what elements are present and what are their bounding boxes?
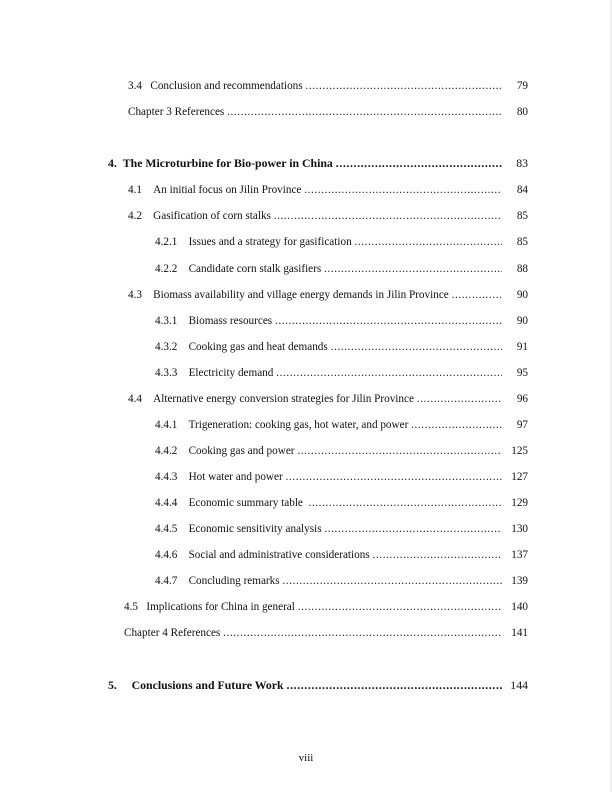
toc-page: 125 xyxy=(511,445,528,457)
toc-title: Biomass resources xyxy=(188,315,273,327)
toc-number: 4.3 xyxy=(128,289,142,301)
toc-number: 4.4.4 xyxy=(155,497,178,509)
toc-page: 84 xyxy=(516,184,528,196)
toc-title: The Microturbine for Bio-power in China xyxy=(122,156,333,170)
toc-entry-chapter-4-references[interactable] xyxy=(0,625,612,641)
toc-title: Electricity demand xyxy=(188,367,274,379)
toc-page: 80 xyxy=(516,106,528,118)
toc-number: 4.2 xyxy=(128,210,142,222)
toc-number: 4.3.3 xyxy=(155,367,178,379)
toc-number: 5. xyxy=(108,678,117,692)
toc-title: Conclusion and recommendations xyxy=(150,80,303,92)
toc-page: 129 xyxy=(511,497,528,509)
toc-title: Hot water and power xyxy=(188,471,283,483)
toc-page: 88 xyxy=(516,263,528,275)
toc-entry-4-4-5[interactable] xyxy=(0,521,612,537)
toc-entry-4-4-2[interactable] xyxy=(0,443,612,459)
toc-title: Economic sensitivity analysis xyxy=(188,523,322,535)
toc-entry-4-3[interactable] xyxy=(0,287,612,303)
toc-entry-4-3-2[interactable] xyxy=(0,339,612,355)
toc-entry-4-5[interactable] xyxy=(0,599,612,615)
toc-entry-4-4-7[interactable] xyxy=(0,573,612,589)
toc-number: 4.2.1 xyxy=(155,236,178,248)
toc-title: Issues and a strategy for gasification xyxy=(188,236,352,248)
toc-entry-4-4-4[interactable] xyxy=(0,495,612,511)
toc-page: 141 xyxy=(511,627,528,639)
toc-title: Economic summary table xyxy=(188,497,303,509)
toc-number: 4.4.7 xyxy=(155,575,178,587)
toc-title: Trigeneration: cooking gas, hot water, and power xyxy=(188,419,409,431)
toc-entry-4-4-3[interactable] xyxy=(0,469,612,485)
toc-entry-chapter-3-references[interactable] xyxy=(0,104,612,120)
toc-number: 4.4.1 xyxy=(155,419,178,431)
toc-entry-4-4-6[interactable] xyxy=(0,547,612,563)
toc-page: 140 xyxy=(511,601,528,613)
toc-page: 90 xyxy=(516,289,528,301)
toc-title: Chapter 3 References xyxy=(128,106,225,118)
toc-title: Concluding remarks xyxy=(188,575,280,587)
toc-title: Chapter 4 References xyxy=(124,627,221,639)
toc-title: Candidate corn stalk gasifiers xyxy=(188,263,322,275)
toc-page: 95 xyxy=(516,367,528,379)
toc-entry-4-4-1[interactable] xyxy=(0,417,612,433)
toc-page: 79 xyxy=(516,80,528,92)
toc-number: 4. xyxy=(108,156,117,170)
toc-title: Cooking gas and power xyxy=(188,445,295,457)
toc-entry-4-2-1[interactable] xyxy=(0,234,612,250)
toc-page: 97 xyxy=(516,419,528,431)
toc-page: 90 xyxy=(516,315,528,327)
toc-page: 91 xyxy=(516,341,528,353)
toc-entry-4-3-3[interactable] xyxy=(0,365,612,381)
page-number-footer: viii xyxy=(298,752,314,764)
toc-entry-4-4[interactable] xyxy=(0,391,612,407)
toc-page: 96 xyxy=(516,393,528,405)
toc-entry-4-2-2[interactable] xyxy=(0,261,612,277)
toc-entry-chapter-4[interactable] xyxy=(0,155,612,171)
toc-title: Biomass availability and village energy demands in Jilin Province xyxy=(153,289,449,301)
toc-page: 139 xyxy=(511,575,528,587)
toc-page: 85 xyxy=(516,210,528,222)
toc-title: Alternative energy conversion strategies for Jilin Province xyxy=(153,393,414,405)
toc-number: 4.4.2 xyxy=(155,445,178,457)
toc-title: Conclusions and Future Work xyxy=(131,678,284,692)
toc-title: Gasification of corn stalks xyxy=(153,210,271,222)
toc-number: 4.1 xyxy=(128,184,142,196)
toc-entry-3-4[interactable] xyxy=(0,78,612,94)
toc-entry-chapter-5[interactable] xyxy=(0,677,612,693)
toc-title: An initial focus on Jilin Province xyxy=(153,184,302,196)
toc-page: 85 xyxy=(516,236,528,248)
toc-number: 4.3.2 xyxy=(155,341,178,353)
toc-number: 4.4.3 xyxy=(155,471,178,483)
toc-title: Cooking gas and heat demands xyxy=(188,341,328,353)
toc-number: 4.4.5 xyxy=(155,523,178,535)
toc-page: 137 xyxy=(511,549,528,561)
toc-number: 4.4.6 xyxy=(155,549,178,561)
toc-page: 144 xyxy=(510,678,528,692)
toc-title: Implications for China in general xyxy=(146,601,295,613)
toc-title: Social and administrative considerations xyxy=(188,549,370,561)
toc-page: 83 xyxy=(516,156,528,170)
toc-number: 4.5 xyxy=(124,601,138,613)
toc-page: 127 xyxy=(511,471,528,483)
toc-number: 4.3.1 xyxy=(155,315,178,327)
toc-number: 4.2.2 xyxy=(155,263,178,275)
toc-page: 130 xyxy=(511,523,528,535)
toc-entry-4-3-1[interactable] xyxy=(0,313,612,329)
toc-entry-4-2[interactable] xyxy=(0,208,612,224)
toc-entry-4-1[interactable] xyxy=(0,182,612,198)
toc-number: 4.4 xyxy=(128,393,142,405)
toc-number: 3.4 xyxy=(128,80,142,92)
